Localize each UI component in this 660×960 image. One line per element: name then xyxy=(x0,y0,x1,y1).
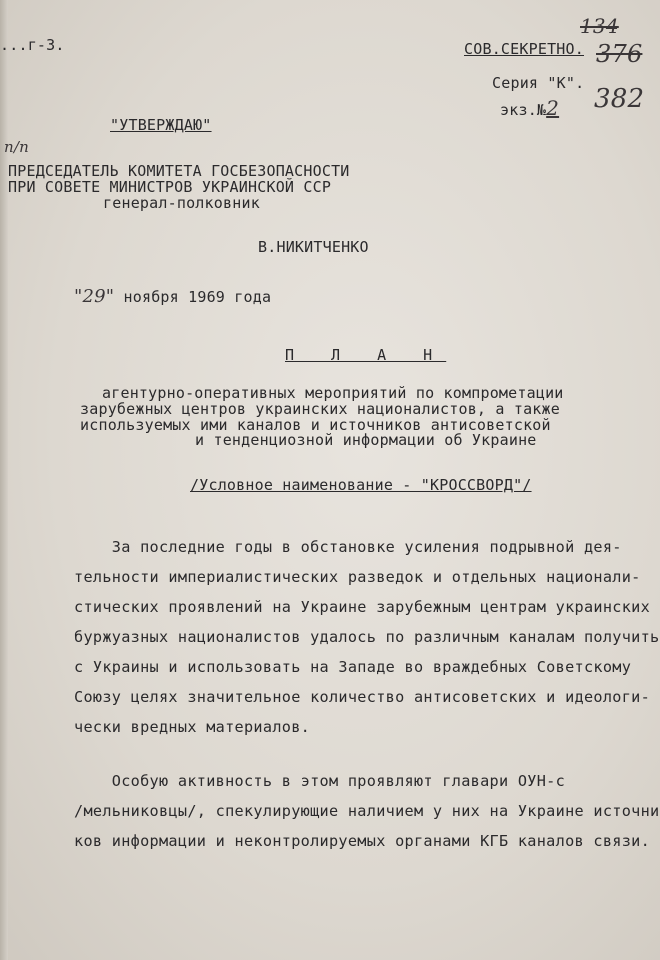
signatory-name: В.НИКИТЧЕНКО xyxy=(258,238,369,256)
date-day: "29" xyxy=(74,286,115,307)
classification-stamp: СОВ.СЕКРЕТНО. xyxy=(464,40,584,58)
series-label: Серия "К". xyxy=(492,74,585,92)
copy-label: экз.№2 xyxy=(500,96,560,120)
plan-subtitle-line: зарубежных центров украинских националистов, а также xyxy=(80,400,560,418)
paragraph-line: буржуазных националистов удалось по различным каналам получить xyxy=(74,628,660,646)
copy-number: 2 xyxy=(546,96,560,120)
position-line-2: ПРИ СОВЕТЕ МИНИСТРОВ УКРАИНСКОЙ ССР xyxy=(8,178,332,196)
codename: /Условное наименование - "КРОССВОРД"/ xyxy=(190,476,532,494)
approval-date xyxy=(74,286,271,307)
handwritten-page-1: 134 xyxy=(580,14,619,38)
approval-title: "УТВЕРЖДАЮ" xyxy=(110,116,212,134)
plan-subtitle-line: и тенденциозной информации об Украине xyxy=(195,431,537,449)
handwritten-page-2: 376 xyxy=(596,40,643,68)
paragraph-line: /мельниковцы/, спекулирующие наличием у них на Украине источни xyxy=(74,802,660,820)
plan-subtitle-line: агентурно-оперативных мероприятий по компрометации xyxy=(102,384,564,402)
paragraph-line: чески вредных материалов. xyxy=(74,718,311,736)
position-line-1: ПРЕДСЕДАТЕЛЬ КОМИТЕТА ГОСБЕЗОПАСНОСТИ xyxy=(8,162,350,180)
paragraph-line: ков информации и неконтролируемых органами КГБ каналов связи. xyxy=(74,832,651,850)
plan-title: П Л А Н xyxy=(285,346,447,364)
rank: генерал-полковник xyxy=(103,194,260,212)
paragraph-line: Союзу целях значительное количество антисоветских и идеологи- xyxy=(74,688,651,706)
paragraph-line: стических проявлений на Украине зарубежным центрам украинских xyxy=(74,598,651,616)
document-number: ...г-3. xyxy=(0,36,65,54)
paragraph-line: Особую активность в этом проявляют главари ОУН-с xyxy=(74,772,566,790)
paragraph-line: с Украины и использовать на Западе во враждебных Советскому xyxy=(74,658,632,676)
paragraph-line: тельности империалистических разведок и отдельных национали- xyxy=(74,568,641,586)
plan-subtitle-line: используемых ими каналов и источников антисоветской xyxy=(80,416,551,434)
date-rest: ноября 1969 года xyxy=(123,288,272,306)
handwritten-page-3: 382 xyxy=(594,84,645,114)
handwritten-mark: п/п xyxy=(4,138,29,156)
paragraph-line: За последние годы в обстановке усиления подрывной дея- xyxy=(74,538,622,556)
